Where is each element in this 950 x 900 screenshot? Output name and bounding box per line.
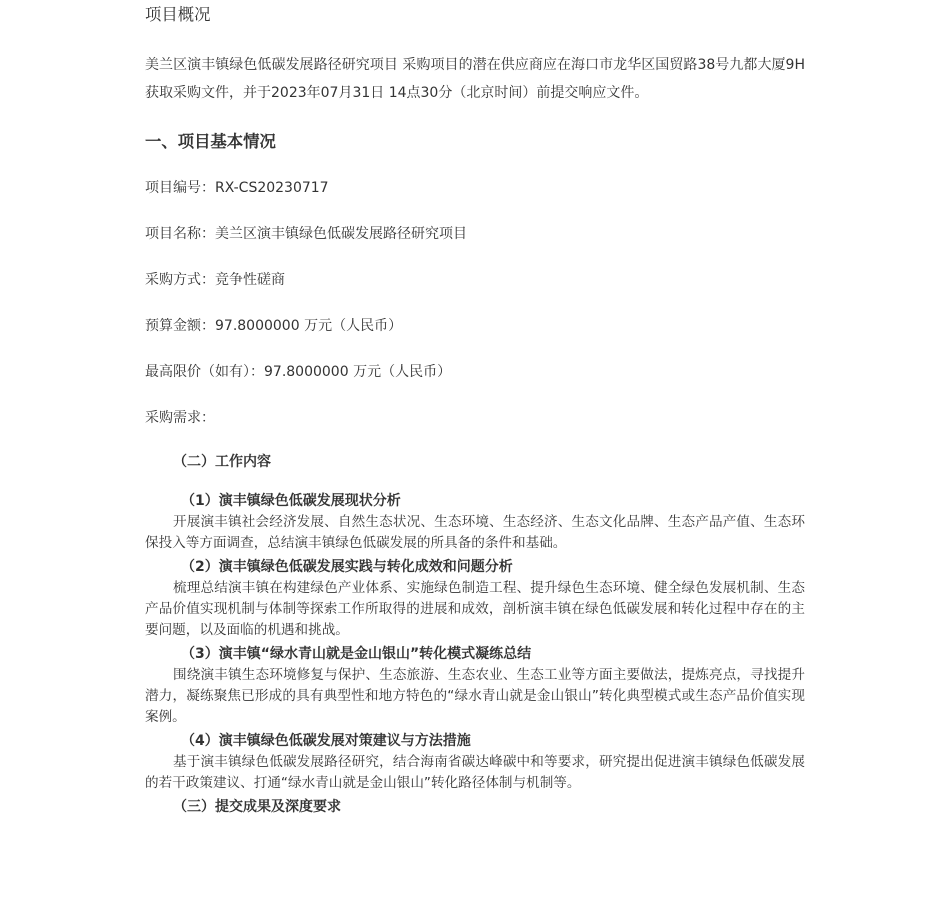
field-value: 97.8000000 万元（人民币）	[215, 318, 403, 334]
project-number-field	[145, 177, 805, 199]
overview-title: 项目概况	[145, 5, 211, 24]
field-label: 预算金额：	[145, 318, 215, 334]
field-label: 采购需求：	[145, 410, 215, 426]
item-4-text: 基于演丰镇绿色低碳发展路径研究，结合海南省碳达峰碳中和等要求，研究提出促进演丰镇绿色低碳发展的若干政策建议、打通“绿水青山就是金山银山”转化路径体制与机制等。	[145, 754, 805, 791]
overview-text: 美兰区演丰镇绿色低碳发展路径研究项目 采购项目的潜在供应商应在海口市龙华区国贸路38号九都大厦9H获取采购文件，并于2023年07月31日 14点30分（北京时间）前提交响应文件。	[145, 57, 805, 101]
field-label: 最高限价（如有）：	[145, 364, 264, 380]
field-value: RX-CS20230717	[215, 180, 329, 196]
work-content-heading: （二）工作内容	[173, 454, 271, 470]
procurement-method-field	[145, 269, 805, 291]
item-2-text: 梳理总结演丰镇在构建绿色产业体系、实施绿色制造工程、提升绿色生态环境、健全绿色发展机制、生态产品价值实现机制与体制等探索工作所取得的进展和成效，剖析演丰镇在绿色低碳发展和转化过程中存在的主要问题，以及面临的机遇和挑战。	[145, 580, 805, 638]
item-3-text: 围绕演丰镇生态环境修复与保护、生态旅游、生态农业、生态工业等方面主要做法，提炼亮点，寻找提升潜力，凝练聚焦已形成的具有典型性和地方特色的“绿水青山就是金山银山”转化典型模式或生态产品价值实现案例。	[145, 667, 805, 725]
item-4-title: （4）演丰镇绿色低碳发展对策建议与方法措施	[181, 733, 471, 749]
field-value: 竞争性磋商	[215, 272, 285, 288]
field-label: 采购方式：	[145, 272, 215, 288]
document-content	[145, 0, 805, 818]
budget-amount-field	[145, 315, 805, 337]
field-value: 美兰区演丰镇绿色低碳发展路径研究项目	[215, 226, 467, 242]
project-name-field	[145, 223, 805, 245]
field-label: 项目编号：	[145, 180, 215, 196]
item-1-text: 开展演丰镇社会经济发展、自然生态状况、生态环境、生态经济、生态文化品牌、生态产品产值、生态环保投入等方面调查，总结演丰镇绿色低碳发展的所具备的条件和基础。	[145, 514, 805, 551]
item-3-title: （3）演丰镇“绿水青山就是金山银山”转化模式凝练总结	[181, 646, 532, 662]
max-price-field	[145, 361, 805, 383]
field-value: 97.8000000 万元（人民币）	[264, 364, 452, 380]
field-label: 项目名称：	[145, 226, 215, 242]
requirements-section	[145, 451, 805, 818]
item-2-title: （2）演丰镇绿色低碳发展实践与转化成效和问题分析	[181, 559, 513, 575]
deliverables-heading: （三）提交成果及深度要求	[173, 799, 341, 815]
procurement-requirements-field	[145, 407, 805, 429]
item-1-title: （1）演丰镇绿色低碳发展现状分析	[181, 493, 401, 509]
basic-info-heading: 一、项目基本情况	[145, 132, 276, 151]
